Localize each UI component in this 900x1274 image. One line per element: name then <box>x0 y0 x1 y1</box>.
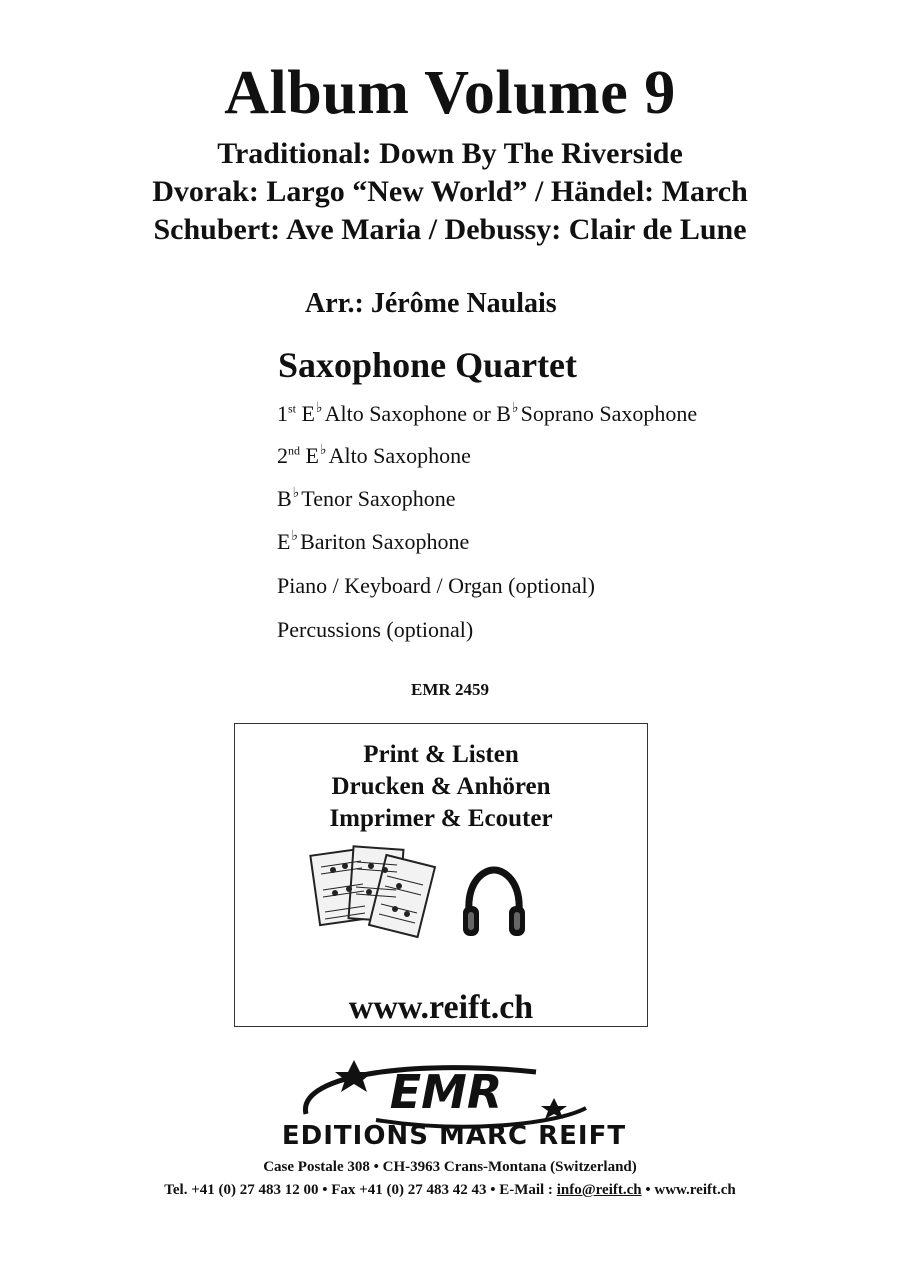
subtitle-line-2: Dvorak: Largo “New World” / Händel: March <box>152 175 748 208</box>
print-listen-en: Print & Listen <box>363 741 519 768</box>
flat-sign: ♭ <box>315 401 323 416</box>
flat-sign: ♭ <box>319 443 327 458</box>
instrument-text: Alto Saxophone <box>328 443 471 468</box>
instrument-piano: Piano / Keyboard / Organ (optional) <box>277 573 595 598</box>
album-title: Album Volume 9 <box>224 59 676 127</box>
instrument-bariton <box>277 528 469 560</box>
subtitle-line-1: Traditional: Down By The Riverside <box>217 137 683 170</box>
contact-website: • www.reift.ch <box>641 1182 736 1198</box>
instrument-2nd-alto <box>277 442 471 474</box>
contact-phone-fax: Tel. +41 (0) 27 483 12 00 • Fax +41 (0) 27 483 42 43 • E-Mail : <box>164 1182 557 1198</box>
ordinal-suffix: nd <box>288 443 300 458</box>
key-letter: E <box>305 443 319 468</box>
key-letter: E <box>301 401 315 426</box>
key-letter: E <box>277 529 291 554</box>
publisher-name: EDITIONS MARC REIFT <box>281 1121 627 1151</box>
instrument-tenor <box>277 485 456 517</box>
ensemble-heading: Saxophone Quartet <box>278 345 578 385</box>
key-letter: B <box>277 486 292 511</box>
catalog-number: EMR 2459 <box>411 680 489 699</box>
flat-sign: ♭ <box>292 486 300 501</box>
print-listen-fr: Imprimer & Ecouter <box>329 805 553 832</box>
arranger: Arr.: Jérôme Naulais <box>305 288 557 319</box>
ordinal: 2 <box>277 443 288 468</box>
ordinal: 1 <box>277 401 288 426</box>
publisher-address: Case Postale 308 • CH-3963 Crans-Montana (Switzerland) <box>263 1159 637 1175</box>
instrument-percussion: Percussions (optional) <box>277 617 474 642</box>
email-link[interactable]: info@reift.ch <box>556 1182 642 1198</box>
publisher-contact <box>0 1180 900 1200</box>
subtitle-line-3: Schubert: Ave Maria / Debussy: Clair de Lune <box>153 213 747 246</box>
flat-sign: ♭ <box>291 529 299 544</box>
headphones-icon <box>459 864 529 944</box>
print-listen-box <box>234 723 648 1027</box>
instrument-text: Bariton Saxophone <box>300 529 470 554</box>
print-listen-de: Drucken & Anhören <box>331 773 551 800</box>
logo-lettering: EMR <box>389 1065 503 1119</box>
ordinal-suffix: st <box>288 401 297 416</box>
flat-sign: ♭ <box>511 401 519 416</box>
instrument-1st-alto <box>277 400 697 432</box>
instrument-text: Soprano Saxophone <box>520 401 698 426</box>
instrument-text: Tenor Saxophone <box>301 486 456 511</box>
sheet-music-icon <box>307 842 437 942</box>
website-link[interactable]: www.reift.ch <box>348 989 534 1026</box>
instrument-text: Alto Saxophone or B <box>324 401 511 426</box>
